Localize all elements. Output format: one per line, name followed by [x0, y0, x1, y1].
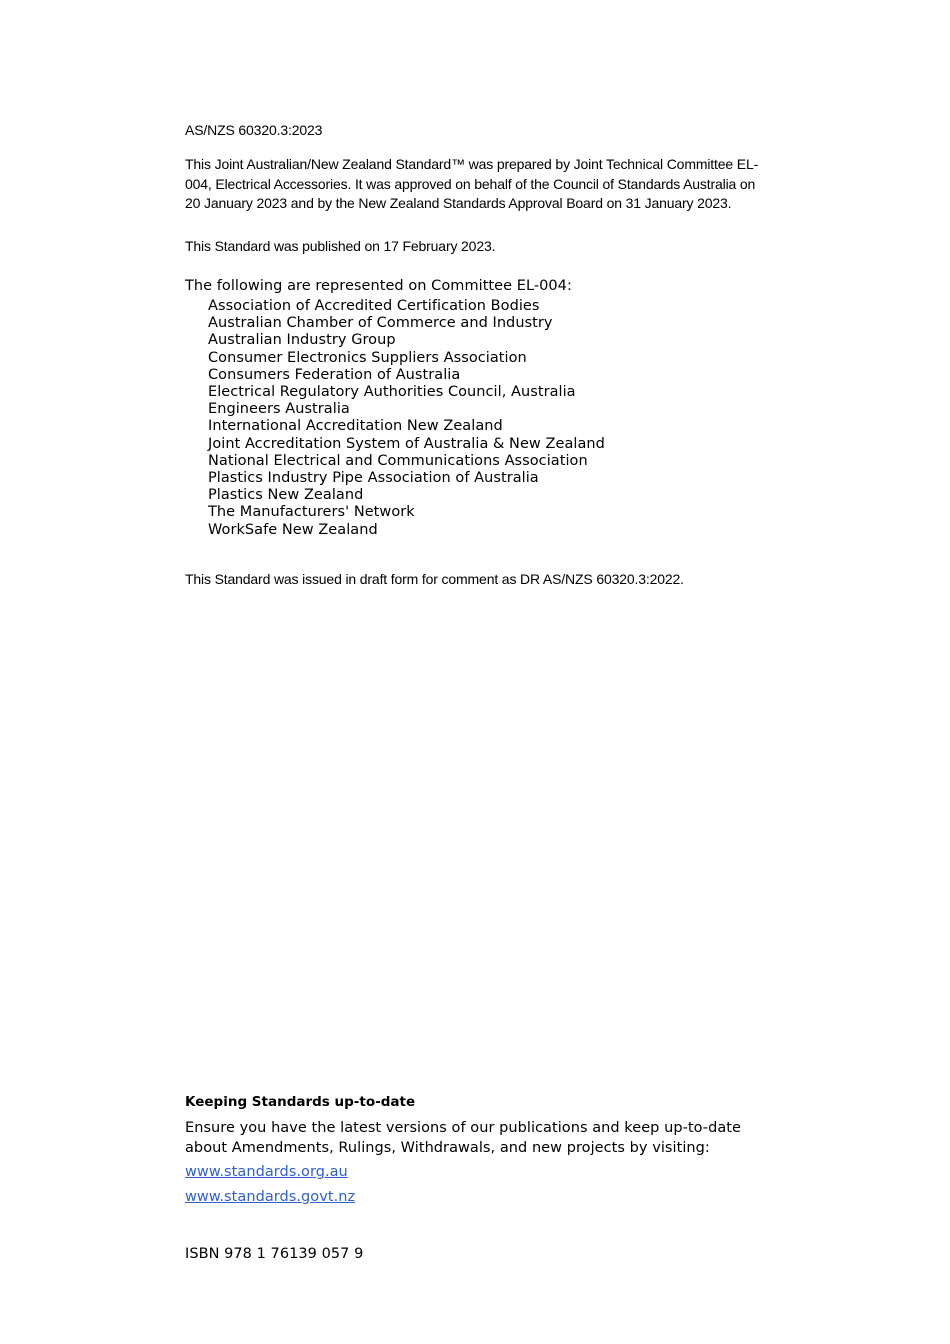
committee-member: International Accreditation New Zealand — [208, 418, 503, 435]
committee-member: The Manufacturers' Network — [208, 504, 415, 521]
keeping-up-to-date-body: Ensure you have the latest versions of our publications and keep up-to-date about Amendments, Rulings, Withdrawals, and new projects by visiting: — [185, 1120, 741, 1156]
committee-member: National Electrical and Communications Association — [208, 452, 588, 469]
committee-member: Consumer Electronics Suppliers Association — [208, 349, 527, 366]
standards-australia-link[interactable]: www.standards.org.au — [185, 1164, 348, 1180]
standards-nz-link[interactable]: www.standards.govt.nz — [185, 1189, 356, 1205]
committee-member: Electrical Regulatory Authorities Council, Australia — [208, 384, 576, 401]
preparation-statement: This Joint Australian/New Zealand Standard™ was prepared by Joint Technical Committee EL-004, Electrical Accessories. It was approved on behalf of the Council of Standards Australia on 20 January 2023 and by the New Zealand Standards Approval Board on 31 January 2023. — [185, 156, 759, 211]
isbn-number: ISBN 978 1 76139 057 9 — [185, 1246, 364, 1262]
committee-intro: The following are represented on Committee EL-004: — [185, 278, 572, 294]
committee-member: Engineers Australia — [208, 401, 350, 418]
committee-member-list — [208, 298, 605, 539]
publication-date-statement: This Standard was published on 17 February 2023. — [185, 238, 496, 254]
committee-member: Consumers Federation of Australia — [208, 366, 461, 383]
committee-member: Association of Accredited Certification Bodies — [208, 298, 540, 314]
committee-member: Australian Industry Group — [208, 332, 396, 349]
committee-member: WorkSafe New Zealand — [208, 521, 378, 538]
committee-member: Plastics Industry Pipe Association of Australia — [208, 470, 539, 487]
standard-designation: AS/NZS 60320.3:2023 — [185, 122, 323, 138]
committee-member: Plastics New Zealand — [208, 487, 364, 504]
draft-statement: This Standard was issued in draft form for comment as DR AS/NZS 60320.3:2022. — [185, 571, 684, 587]
committee-member: Joint Accreditation System of Australia & New Zealand — [208, 435, 605, 452]
keeping-up-to-date-heading: Keeping Standards up-to-date — [185, 1094, 416, 1110]
committee-member: Australian Chamber of Commerce and Industry — [208, 315, 553, 332]
